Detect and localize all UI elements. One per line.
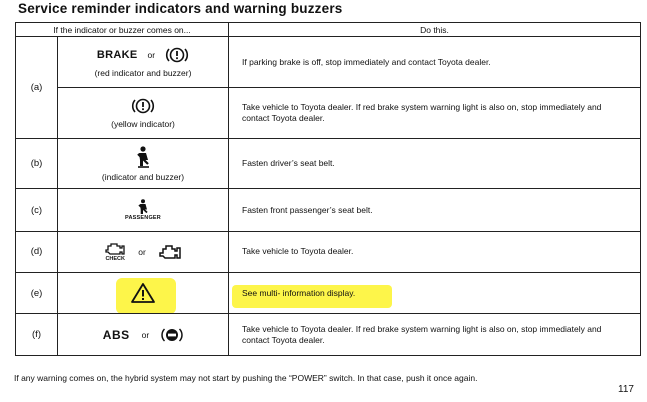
brake-warning-icon	[131, 97, 155, 115]
indicator-cell	[58, 138, 229, 189]
table-row	[16, 189, 641, 232]
action-cell: Take vehicle to Toyota dealer. If red brake system warning light is also on, stop immediately and contact Toyota dealer.	[229, 314, 641, 356]
action-cell: If parking brake is off, stop immediately and contact Toyota dealer.	[229, 37, 641, 88]
row-letter: (a)	[16, 37, 58, 139]
brake-warning-icon	[165, 46, 189, 64]
indicator-cell	[58, 87, 229, 138]
passenger-label: PASSENGER	[125, 215, 161, 222]
indicator-caption: (yellow indicator)	[111, 118, 175, 129]
passenger-seat-belt-icon	[136, 199, 150, 215]
table-row	[16, 232, 641, 273]
table-row	[16, 272, 641, 314]
brake-label: BRAKE	[96, 49, 138, 62]
or-label: or	[141, 329, 150, 340]
table-row	[16, 138, 641, 189]
or-label: or	[138, 246, 146, 257]
header-indicator: If the indicator or buzzer comes on...	[16, 23, 229, 37]
indicator-cell	[58, 314, 229, 356]
action-cell: Take vehicle to Toyota dealer.	[229, 232, 641, 273]
table-row	[16, 37, 641, 88]
indicator-cell	[58, 272, 229, 314]
abs-label: ABS	[102, 327, 130, 342]
seat-belt-icon	[134, 146, 152, 168]
page-title: Service reminder indicators and warning buzzers	[18, 1, 343, 16]
engine-icon	[158, 244, 182, 260]
reminder-table	[15, 22, 641, 356]
header-action: Do this.	[229, 23, 641, 37]
row-letter: (f)	[16, 314, 58, 356]
action-cell: Fasten front passenger’s seat belt.	[229, 189, 641, 232]
check-engine-icon	[104, 242, 126, 256]
indicator-cell	[58, 189, 229, 232]
or-label: or	[147, 50, 156, 61]
indicator-cell	[58, 232, 229, 273]
table-row	[16, 87, 641, 138]
indicator-cell	[58, 37, 229, 88]
page-number: 117	[618, 384, 634, 395]
row-letter: (b)	[16, 138, 58, 189]
master-warning-icon	[130, 282, 156, 304]
check-label: CHECK	[105, 255, 125, 262]
action-cell: Fasten driver’s seat belt.	[229, 138, 641, 189]
indicator-caption: (red indicator and buzzer)	[94, 68, 192, 79]
indicator-caption: (indicator and buzzer)	[101, 171, 185, 182]
row-letter: (c)	[16, 189, 58, 232]
row-letter: (e)	[16, 272, 58, 314]
action-cell: Take vehicle to Toyota dealer. If red brake system warning light is also on, stop immediately and contact Toyota dealer.	[229, 87, 641, 138]
abs-icon	[161, 326, 183, 344]
row-letter: (d)	[16, 232, 58, 273]
table-row	[16, 314, 641, 356]
footer-note: If any warning comes on, the hybrid system may not start by pushing the “POWER” switch. In that case, push it once again.	[14, 373, 478, 383]
action-cell: See multi- information display.	[229, 272, 641, 314]
